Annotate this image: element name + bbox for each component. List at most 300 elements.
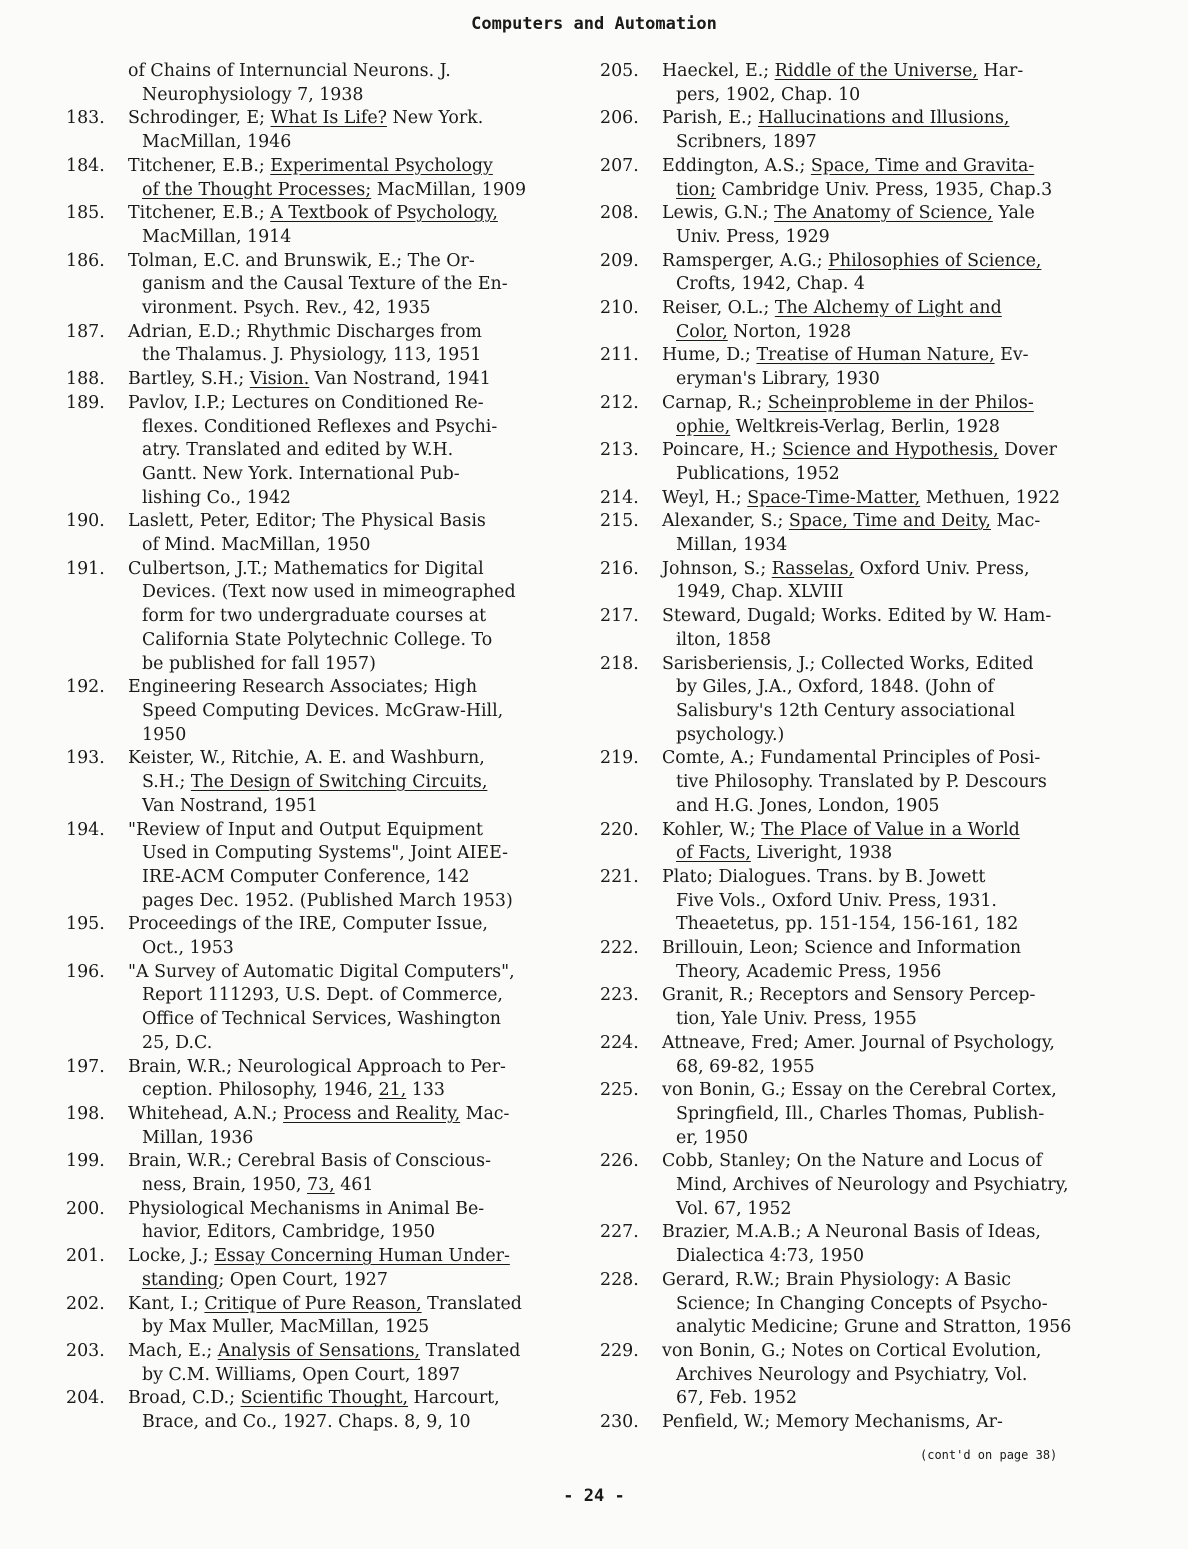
reference-line: [128, 913, 576, 937]
reference-fragment: Adrian, E.D.; Rhythmic Discharges from: [128, 321, 482, 342]
reference-fragment: Poincare, H.;: [662, 440, 783, 461]
reference-text: [128, 1340, 576, 1387]
reference-entry: [600, 1079, 1120, 1150]
reference-line: [128, 1293, 576, 1317]
reference-entry: [600, 1221, 1120, 1268]
reference-line: [662, 558, 1120, 582]
left-column: [66, 60, 576, 1435]
underlined-title: What Is Life?: [270, 108, 387, 129]
reference-fragment: Weyl, H.;: [662, 487, 748, 508]
reference-fragment: form for two undergraduate courses at: [142, 606, 487, 627]
reference-line: [662, 534, 1120, 558]
reference-text: [662, 1079, 1120, 1150]
reference-fragment: Penfield, W.; Memory Mechanisms, Ar-: [662, 1412, 1003, 1433]
reference-entry: [66, 1245, 576, 1292]
reference-line: [662, 1221, 1120, 1245]
page-number: - 24 -: [563, 1486, 625, 1506]
underlined-title: Riddle of the Universe,: [774, 61, 978, 81]
reference-line: [128, 463, 576, 487]
reference-fragment: Mac-: [990, 511, 1041, 532]
reference-line: [662, 510, 1120, 534]
reference-fragment: atry. Translated and edited by W.H.: [142, 440, 454, 461]
reference-fragment: Theaetetus, pp. 151-154, 156-161, 182: [676, 914, 1019, 935]
reference-entry: [66, 202, 576, 249]
reference-number: 217.: [600, 606, 639, 627]
reference-fragment: California State Polytechnic College. To: [142, 629, 493, 650]
underlined-title: Space-Time-Matter,: [747, 487, 921, 508]
reference-number: 218.: [600, 653, 639, 674]
reference-line: [662, 1127, 1120, 1151]
reference-line: [662, 961, 1120, 985]
reference-line: [662, 1411, 1120, 1435]
reference-fragment: Univ. Press, 1929: [676, 226, 830, 247]
reference-line: [662, 700, 1120, 724]
reference-line: [662, 321, 1120, 345]
reference-line: [128, 1174, 576, 1198]
reference-entry: [66, 107, 576, 154]
reference-fragment: Oct., 1953: [142, 938, 234, 959]
reference-entry: [66, 60, 576, 107]
reference-entry: [600, 202, 1120, 249]
reference-text: [662, 1032, 1120, 1079]
reference-text: [662, 202, 1120, 249]
reference-line: [128, 1103, 576, 1127]
underlined-title: The Alchemy of Light and: [774, 298, 1002, 319]
reference-text: [128, 107, 576, 154]
underlined-title: 21,: [378, 1080, 407, 1101]
reference-fragment: Cobb, Stanley; On the Nature and Locus of: [662, 1151, 1043, 1172]
reference-line: [662, 1364, 1120, 1388]
reference-number: 211.: [600, 345, 639, 366]
reference-number: 219.: [600, 748, 639, 769]
reference-fragment: by Giles, J.A., Oxford, 1848. (John of: [676, 677, 994, 698]
reference-fragment: Neurophysiology 7, 1938: [142, 84, 364, 105]
reference-fragment: Laslett, Peter, Editor; The Physical Basis: [128, 511, 486, 532]
reference-text: [662, 1411, 1120, 1435]
reference-line: [128, 558, 576, 582]
reference-fragment: Hume, D.;: [662, 345, 757, 366]
reference-line: [128, 1411, 576, 1435]
underlined-title: Color,: [676, 321, 728, 342]
reference-number: 214.: [600, 487, 639, 508]
reference-text: [662, 439, 1120, 486]
reference-fragment: Tolman, E.C. and Brunswik, E.; The Or-: [128, 250, 475, 271]
reference-number: 215.: [600, 511, 639, 532]
reference-entry: [600, 605, 1120, 652]
reference-number: 201.: [66, 1246, 105, 1267]
reference-line: [662, 487, 1120, 511]
reference-text: [662, 1150, 1120, 1221]
reference-entry: [600, 1340, 1120, 1411]
reference-entry: [600, 487, 1120, 511]
reference-line: [128, 1032, 576, 1056]
reference-fragment: Haeckel, E.;: [662, 61, 775, 81]
reference-text: [128, 510, 576, 557]
reference-fragment: Brain, W.R.; Cerebral Basis of Conscious-: [128, 1151, 491, 1172]
underlined-title: Process and Reality,: [283, 1103, 461, 1124]
reference-fragment: Translated: [420, 1340, 521, 1361]
reference-fragment: Devices. (Text now used in mimeographed: [142, 582, 516, 603]
reference-fragment: Weltkreis-Verlag, Berlin, 1928: [730, 416, 1000, 437]
reference-line: [128, 581, 576, 605]
reference-entry: [600, 1411, 1120, 1435]
reference-fragment: Norton, 1928: [727, 321, 852, 342]
reference-fragment: tion, Yale Univ. Press, 1955: [676, 1009, 917, 1030]
reference-number: 192.: [66, 677, 105, 698]
reference-fragment: Johnson, S.;: [662, 558, 772, 579]
reference-fragment: Archives Neurology and Psychiatry, Vol.: [676, 1364, 1028, 1385]
reference-line: [662, 605, 1120, 629]
reference-line: [128, 842, 576, 866]
reference-fragment: vironment. Psych. Rev., 42, 1935: [142, 298, 431, 319]
reference-fragment: Brillouin, Leon; Science and Information: [662, 938, 1022, 959]
reference-text: [128, 202, 576, 249]
reference-line: [128, 795, 576, 819]
underlined-title: Critique of Pure Reason,: [204, 1293, 422, 1314]
reference-fragment: Report 111293, U.S. Dept. of Commerce,: [142, 985, 503, 1006]
reference-text: [662, 250, 1120, 297]
reference-line: [128, 1127, 576, 1151]
reference-number: 223.: [600, 985, 639, 1006]
reference-number: 202.: [66, 1293, 105, 1314]
reference-line: [662, 297, 1120, 321]
reference-fragment: Comte, A.; Fundamental Principles of Posi-: [662, 748, 1041, 769]
reference-fragment: Springfield, Ill., Charles Thomas, Publish-: [676, 1103, 1045, 1124]
reference-fragment: 1950: [142, 724, 187, 745]
reference-fragment: tive Philosophy. Translated by P. Descours: [676, 772, 1047, 793]
reference-line: [662, 84, 1120, 108]
reference-text: [128, 60, 576, 107]
reference-fragment: Kant, I.;: [128, 1293, 205, 1314]
reference-fragment: Speed Computing Devices. McGraw-Hill,: [142, 700, 504, 721]
reference-fragment: Plato; Dialogues. Trans. by B. Jowett: [662, 866, 986, 887]
reference-line: [662, 439, 1120, 463]
reference-fragment: Translated: [421, 1293, 522, 1314]
reference-line: [662, 1269, 1120, 1293]
reference-line: [662, 179, 1120, 203]
reference-line: [662, 795, 1120, 819]
right-column: [600, 60, 1120, 1435]
reference-line: [128, 416, 576, 440]
reference-number: 210.: [600, 298, 639, 319]
reference-entry: [600, 558, 1120, 605]
reference-number: 204.: [66, 1388, 105, 1409]
reference-line: [662, 1032, 1120, 1056]
reference-fragment: 68, 69-82, 1955: [676, 1056, 815, 1077]
reference-line: [128, 250, 576, 274]
reference-number: 212.: [600, 392, 639, 413]
reference-fragment: Gerard, R.W.; Brain Physiology: A Basic: [662, 1269, 1012, 1290]
reference-line: [662, 1103, 1120, 1127]
reference-entry: [66, 1056, 576, 1103]
reference-line: [128, 273, 576, 297]
reference-line: [128, 1150, 576, 1174]
reference-fragment: Schrodinger, E;: [128, 108, 271, 129]
reference-entry: [600, 344, 1120, 391]
underlined-title: standing: [142, 1269, 219, 1290]
reference-fragment: Ramsperger, A.G.;: [662, 250, 829, 271]
reference-entry: [66, 321, 576, 368]
reference-line: [662, 1245, 1120, 1269]
underlined-title: Essay Concerning Human Under-: [214, 1246, 510, 1267]
reference-number: 195.: [66, 914, 105, 935]
reference-fragment: Proceedings of the IRE, Computer Issue,: [128, 914, 488, 935]
reference-entry: [66, 155, 576, 202]
reference-fragment: eryman's Library, 1930: [676, 369, 880, 390]
reference-line: [662, 724, 1120, 748]
reference-line: [662, 107, 1120, 131]
reference-text: [128, 1056, 576, 1103]
reference-line: [128, 771, 576, 795]
reference-number: 209.: [600, 250, 639, 271]
reference-entry: [66, 1387, 576, 1434]
reference-number: 198.: [66, 1103, 105, 1124]
reference-line: [128, 131, 576, 155]
reference-fragment: Oxford Univ. Press,: [854, 558, 1030, 579]
reference-fragment: "A Survey of Automatic Digital Computers",: [128, 961, 515, 982]
reference-number: [66, 60, 128, 107]
reference-line: [662, 1174, 1120, 1198]
reference-fragment: 133: [406, 1080, 445, 1101]
reference-fragment: of Mind. MacMillan, 1950: [142, 535, 371, 556]
reference-line: [128, 866, 576, 890]
reference-text: [662, 984, 1120, 1031]
reference-entry: [600, 937, 1120, 984]
reference-fragment: Lewis, G.N.;: [662, 203, 775, 224]
reference-number: 222.: [600, 938, 639, 959]
reference-fragment: Titchener, E.B.;: [128, 203, 271, 224]
reference-fragment: von Bonin, G.; Essay on the Cerebral Cortex,: [662, 1080, 1057, 1101]
reference-entry: [66, 676, 576, 747]
reference-fragment: lishing Co., 1942: [142, 487, 291, 508]
reference-fragment: havior, Editors, Cambridge, 1950: [142, 1222, 436, 1243]
reference-entry: [600, 984, 1120, 1031]
reference-number: 228.: [600, 1269, 639, 1290]
reference-line: [662, 747, 1120, 771]
reference-text: [128, 558, 576, 677]
reference-line: [128, 297, 576, 321]
reference-text: [128, 1387, 576, 1434]
reference-fragment: er, 1950: [676, 1127, 749, 1148]
reference-fragment: pages Dec. 1952. (Published March 1953): [142, 890, 513, 911]
reference-number: 196.: [66, 961, 105, 982]
reference-text: [128, 1150, 576, 1197]
reference-entry: [66, 368, 576, 392]
reference-fragment: Theory, Academic Press, 1956: [676, 961, 942, 982]
reference-text: [662, 1269, 1120, 1340]
reference-fragment: Cambridge Univ. Press, 1935, Chap.3: [716, 179, 1053, 200]
reference-text: [662, 653, 1120, 748]
reference-number: 205.: [600, 61, 639, 81]
reference-fragment: analytic Medicine; Grune and Stratton, 1956: [676, 1317, 1072, 1338]
reference-line: [128, 226, 576, 250]
reference-fragment: Salisbury's 12th Century associational: [676, 700, 1016, 721]
reference-number: 189.: [66, 392, 105, 413]
reference-line: [662, 226, 1120, 250]
reference-line: [128, 629, 576, 653]
underlined-title: Scheinprobleme in der Philos-: [767, 392, 1034, 413]
reference-line: [662, 1293, 1120, 1317]
reference-fragment: Vol. 67, 1952: [676, 1198, 792, 1219]
reference-line: [128, 510, 576, 534]
reference-fragment: ception. Philosophy, 1946,: [142, 1080, 379, 1101]
reference-number: 193.: [66, 748, 105, 769]
underlined-title: Treatise of Human Nature,: [756, 345, 995, 366]
reference-fragment: Brace, and Co., 1927. Chaps. 8, 9, 10: [142, 1412, 471, 1433]
reference-line: [128, 1079, 576, 1103]
reference-text: [662, 60, 1120, 107]
reference-fragment: Eddington, A.S.;: [662, 155, 811, 176]
reference-text: [128, 676, 576, 747]
reference-fragment: Science; In Changing Concepts of Psycho-: [676, 1293, 1048, 1314]
reference-fragment: New York.: [386, 108, 484, 129]
reference-line: [662, 984, 1120, 1008]
reference-fragment: Mach, E.;: [128, 1340, 218, 1361]
reference-fragment: S.H.;: [142, 772, 191, 793]
reference-line: [662, 344, 1120, 368]
underlined-title: ophie,: [676, 416, 731, 437]
reference-fragment: by C.M. Williams, Open Court, 1897: [142, 1364, 461, 1385]
reference-fragment: by Max Muller, MacMillan, 1925: [142, 1317, 430, 1338]
reference-line: [128, 1340, 576, 1364]
reference-fragment: Brain, W.R.; Neurological Approach to Per-: [128, 1056, 506, 1077]
underlined-title: Philosophies of Science,: [828, 250, 1042, 271]
reference-line: [128, 747, 576, 771]
reference-fragment: ness, Brain, 1950,: [142, 1175, 307, 1196]
reference-line: [662, 1340, 1120, 1364]
reference-entry: [600, 107, 1120, 154]
reference-fragment: pers, 1902, Chap. 10: [676, 84, 861, 105]
underlined-title: Rasselas,: [771, 558, 855, 579]
reference-line: [128, 1221, 576, 1245]
reference-entry: [600, 392, 1120, 439]
reference-line: [662, 131, 1120, 155]
reference-fragment: Har-: [977, 61, 1024, 81]
reference-fragment: von Bonin, G.; Notes on Cortical Evolution,: [662, 1340, 1042, 1361]
reference-fragment: Engineering Research Associates; High: [128, 677, 478, 698]
reference-text: [662, 487, 1120, 511]
reference-line: [128, 1387, 576, 1411]
reference-line: [128, 392, 576, 416]
reference-line: [662, 629, 1120, 653]
reference-fragment: ; Open Court, 1927: [218, 1269, 388, 1290]
reference-number: 183.: [66, 108, 105, 129]
reference-fragment: Dover: [998, 440, 1057, 461]
reference-fragment: 67, Feb. 1952: [676, 1388, 798, 1409]
reference-number: 208.: [600, 203, 639, 224]
reference-entry: [600, 1269, 1120, 1340]
reference-fragment: Whitehead, A.N.;: [128, 1103, 284, 1124]
reference-entry: [600, 653, 1120, 748]
reference-number: 227.: [600, 1222, 639, 1243]
reference-number: 186.: [66, 250, 105, 271]
reference-number: 229.: [600, 1340, 639, 1361]
reference-entry: [66, 1340, 576, 1387]
reference-fragment: Van Nostrand, 1941: [309, 369, 491, 390]
reference-fragment: and H.G. Jones, London, 1905: [676, 795, 940, 816]
reference-text: [128, 321, 576, 368]
reference-line: [128, 439, 576, 463]
reference-line: [128, 1364, 576, 1388]
reference-line: [662, 416, 1120, 440]
reference-text: [662, 155, 1120, 202]
reference-fragment: ilton, 1858: [676, 629, 772, 650]
underlined-title: Analysis of Sensations,: [217, 1340, 421, 1361]
reference-fragment: Carnap, R.;: [662, 392, 768, 413]
reference-entry: [600, 819, 1120, 866]
underlined-title: tion;: [676, 179, 717, 200]
reference-text: [128, 250, 576, 321]
reference-line: [662, 913, 1120, 937]
reference-fragment: be published for fall 1957): [142, 653, 376, 674]
reference-entry: [600, 510, 1120, 557]
reference-text: [128, 1293, 576, 1340]
reference-text: [662, 107, 1120, 154]
reference-fragment: of Chains of Internuncial Neurons. J.: [128, 61, 451, 81]
reference-fragment: Kohler, W.;: [662, 819, 762, 840]
reference-number: 224.: [600, 1032, 639, 1053]
reference-entry: [66, 510, 576, 557]
reference-line: [662, 273, 1120, 297]
reference-line: [128, 344, 576, 368]
underlined-title: A Textbook of Psychology,: [270, 203, 498, 224]
reference-fragment: Office of Technical Services, Washington: [142, 1009, 501, 1030]
reference-fragment: 25, D.C.: [142, 1032, 213, 1053]
reference-entry: [66, 250, 576, 321]
reference-entry: [66, 1293, 576, 1340]
reference-number: 207.: [600, 155, 639, 176]
reference-line: [662, 202, 1120, 226]
reference-fragment: Millan, 1936: [142, 1127, 254, 1148]
reference-text: [662, 605, 1120, 652]
reference-line: [128, 700, 576, 724]
reference-fragment: IRE-ACM Computer Conference, 142: [142, 866, 470, 887]
reference-line: [662, 250, 1120, 274]
reference-text: [128, 155, 576, 202]
reference-text: [128, 913, 576, 960]
reference-fragment: Crofts, 1942, Chap. 4: [676, 274, 865, 295]
reference-text: [128, 368, 576, 392]
reference-number: 187.: [66, 321, 105, 342]
reference-text: [128, 747, 576, 818]
reference-line: [128, 961, 576, 985]
reference-entry: [66, 558, 576, 677]
underlined-title: Scientific Thought,: [240, 1388, 409, 1409]
reference-text: [662, 510, 1120, 557]
reference-fragment: Sarisberiensis, J.; Collected Works, Edited: [662, 653, 1034, 674]
reference-line: [128, 368, 576, 392]
reference-line: [662, 1079, 1120, 1103]
reference-fragment: Parish, E.;: [662, 108, 758, 129]
reference-fragment: Five Vols., Oxford Univ. Press, 1931.: [676, 890, 997, 911]
reference-entry: [66, 392, 576, 511]
reference-text: [662, 866, 1120, 937]
reference-fragment: Scribners, 1897: [676, 132, 817, 153]
reference-fragment: 461: [334, 1175, 374, 1196]
underlined-title: of Facts,: [676, 843, 751, 864]
reference-line: [662, 581, 1120, 605]
reference-text: [662, 937, 1120, 984]
reference-number: 191.: [66, 558, 105, 579]
reference-text: [662, 558, 1120, 605]
running-header: Computers and Automation: [471, 14, 717, 34]
underlined-title: Science and Hypothesis,: [782, 440, 999, 461]
reference-fragment: Locke, J.;: [128, 1246, 215, 1267]
reference-entry: [600, 1150, 1120, 1221]
reference-entry: [600, 60, 1120, 107]
underlined-title: of the Thought Processes;: [142, 179, 372, 200]
underlined-title: 73,: [307, 1175, 335, 1196]
